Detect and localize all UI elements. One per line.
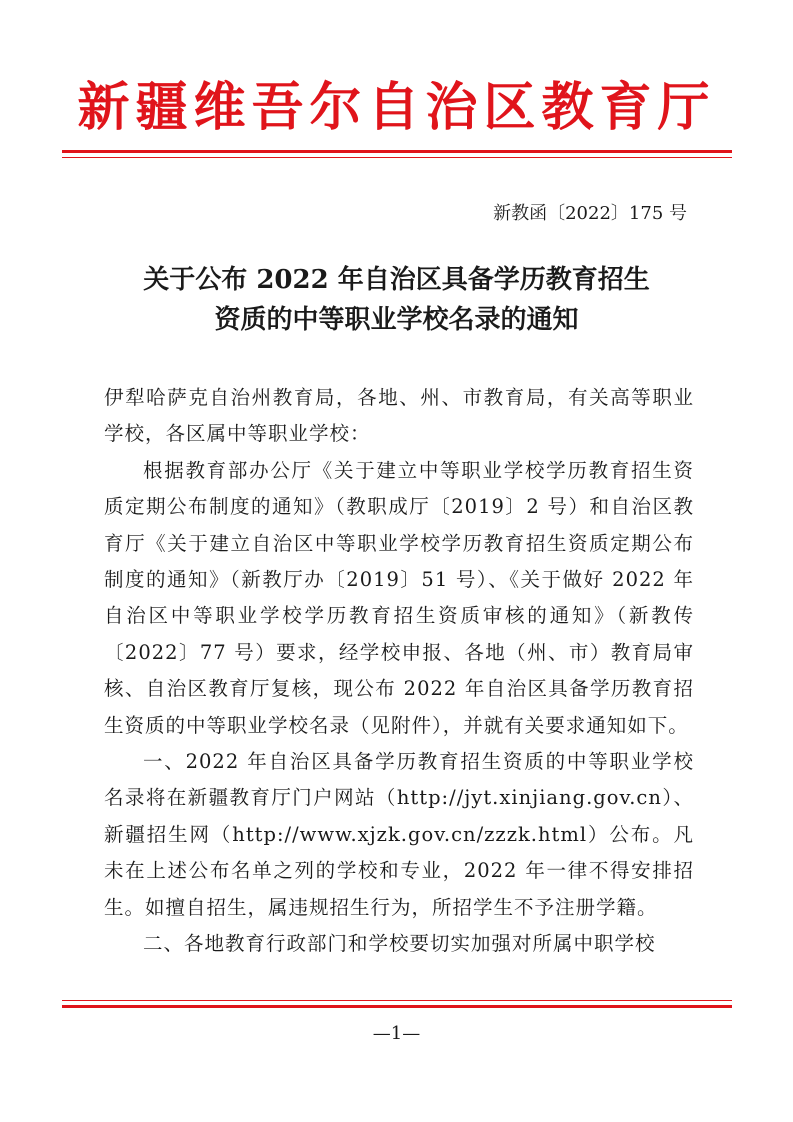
- document-title-line-2: 资质的中等职业学校名录的通知: [214, 305, 579, 335]
- footer-rule-thick: [62, 1005, 732, 1008]
- footer-rule-thin: [62, 1000, 732, 1001]
- body-paragraph-item-1: 一、2022 年自治区具备学历教育招生资质的中等职业学校名录将在新疆教育厅门户网站（http://jyt.xinjiang.gov.cn）、新疆招生网（http://www.xjzk.gov.cn/zzzk.html）公布。凡未在上述公布名单之列的学校和专业，2022 年一律不得安排招生。如擅自招生，属违规招生行为，所招学生不予注册学籍。: [104, 750, 694, 919]
- document-title-line-1: 关于公布 2022 年自治区具备学历教育招生: [143, 265, 650, 295]
- masthead-rule-thin: [62, 157, 732, 158]
- page-number: —1—: [372, 1023, 421, 1044]
- document-body: [104, 380, 694, 963]
- salutation: 伊犁哈萨克自治州教育局，各地、州、市教育局，有关高等职业学校，各区属中等职业学校：: [104, 386, 694, 446]
- masthead-rule-thick: [62, 150, 732, 153]
- document-number: 新教函〔2022〕175 号: [493, 203, 687, 224]
- document-title: [60, 260, 733, 340]
- body-paragraph-basis: 根据教育部办公厅《关于建立中等职业学校学历教育招生资质定期公布制度的通知》（教职成厅〔2019〕2 号）和自治区教育厅《关于建立自治区中等职业学校学历教育招生资质定期公布制度的通知》（新教厅办〔2019〕51 号）、《关于做好 2022 年自治区中等职业学校学历教育招生资质审核的通知》（新教传〔2022〕77 号）要求，经学校申报、各地（州、市）教育局审核、自治区教育厅复核，现公布 2022 年自治区具备学历教育招生资质的中等职业学校名录（见附件），并就有关要求通知如下。: [104, 458, 694, 737]
- masthead-title: 新疆维吾尔自治区教育厅: [77, 78, 716, 138]
- body-paragraph-item-2: 二、各地教育行政部门和学校要切实加强对所属中职学校: [143, 932, 656, 956]
